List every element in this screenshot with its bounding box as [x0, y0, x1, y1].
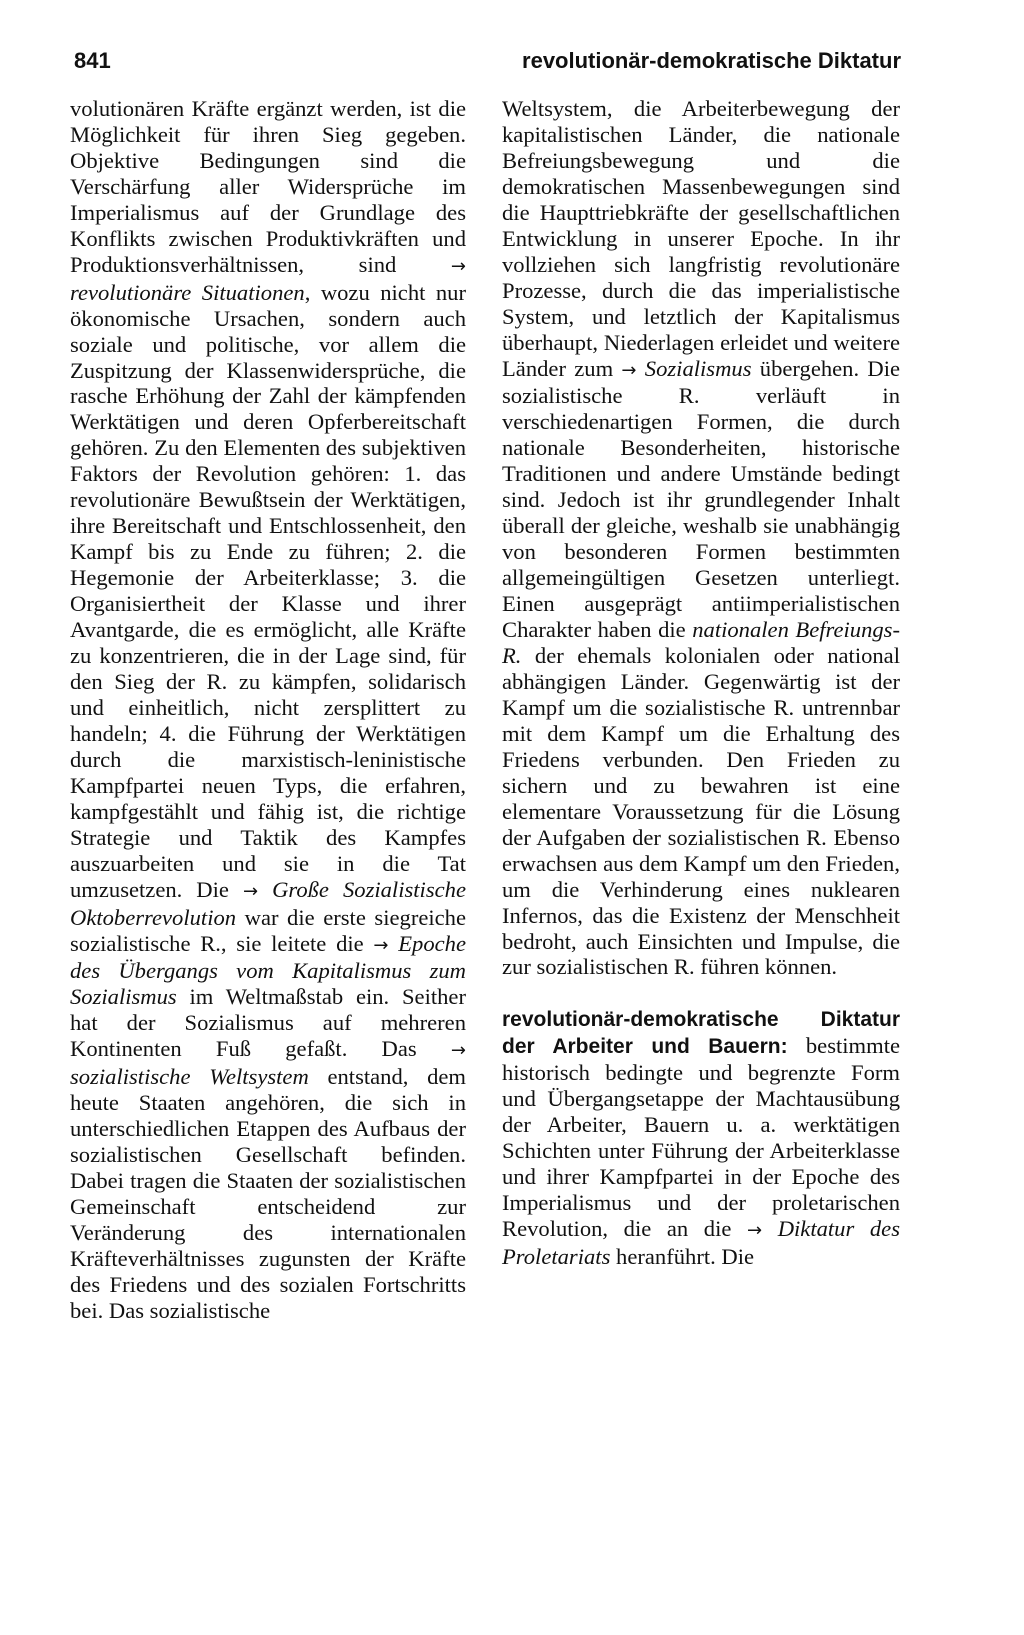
- text-run: der ehemals kolonialen oder national abhängigen Länder. Gegenwärtig ist der Kampf um die sozialistische R. untrennbar mit dem Kampf um die Erhaltung des Friedens verbunden. Den Frieden zu sichern und zu bewahren ist eine elementare Voraussetzung für die Lösung der Aufgaben der sozialistischen R. Ebenso erwachsen aus dem Kampf um den Frieden, um die Verhinderung eines nuklearen Infernos, das die Existenz der Menschheit bedroht, auch Einsichten und Impulse, die zur sozialistischen R. führen können.: [502, 643, 900, 980]
- arrow-icon: →: [242, 880, 259, 902]
- text-run: im Weltmaßstab ein. Seither hat der Sozialismus auf mehreren Kontinenten Fuß gefaßt. Das: [70, 984, 466, 1062]
- text-run: entstand, dem heute Staaten angehören, die sich in unterschiedlichen Etappen des Aufbaus der sozialistischen Gesellschaft befinden. Dabei tragen die Staaten der sozialistischen Gemeinschaft entscheidend zur Veränderung des internationalen Kräfteverhältnisses zugunsten der Kräfte des Friedens und des sozialen Fortschritts bei. Das sozialistische: [70, 1064, 466, 1323]
- cross-reference: Epoche des Übergangs vom Kapitalismus zum Sozialismus: [70, 930, 466, 1010]
- text-run: übergehen. Die sozialistische R. verläuft in verschiedenartigen Formen, die durch nationale Besonderheiten, historische Traditionen und andere Umstände bedingt sind. Jedoch ist ihr grundlegender Inhalt überall der gleiche, weshalb sie unabhängig von besonderen Formen bestimmten allgemeingültigen Gesetzen unterliegt. Einen ausgeprägt antiimperialistischen Charakter haben die: [502, 355, 901, 643]
- cross-reference: Diktatur des Proletariats: [502, 1216, 900, 1269]
- text-run: war die erste siegreiche sozialistische R., sie leitete die: [70, 904, 466, 956]
- cross-reference: sozialistische Weltsystem: [70, 1064, 309, 1090]
- cross-reference: Sozialismus: [644, 355, 752, 381]
- emphasized-term: nationalen Befreiungs-R.: [502, 617, 900, 669]
- arrow-icon: →: [450, 1040, 466, 1062]
- left-column: [70, 96, 466, 1324]
- dictionary-entry: [502, 1006, 900, 1270]
- text-run: heranführt. Die: [610, 1243, 755, 1269]
- text-run: Weltsystem, die Arbeiterbewegung der kapitalistischen Länder, die nationale Befreiungsbewegung und die demokratischen Massenbewegungen sind die Haupttriebkräfte der gesellschaftlichen Entwicklung in unserer Epoche. In ihr vollziehen sich langfristig revolutionäre Prozesse, durch die das imperialistische System, und letztlich der Kapitalismus überhaupt, Niederlagen erleidet und weitere Länder zum: [502, 96, 900, 381]
- page-number: 841: [74, 48, 111, 73]
- cross-reference: Große Sozialistische Oktoberrevolution: [70, 876, 466, 930]
- arrow-icon: →: [747, 1220, 763, 1242]
- text-run: bestimmte historisch bedingte und begrenzte Form und Übergangsetappe der Machtausübung der Arbeiter, Bauern u. a. werktätigen Schichten unter Führung der Arbeiterklasse und ihrer Kampfpartei in der Epoche des Imperialismus und der proletarischen Revolution, die an die: [502, 1033, 900, 1242]
- text-run: volutionären Kräfte ergänzt werden, ist die Möglichkeit für ihren Sieg gegeben. Objektive Bedingungen sind die Verschärfung aller Widersprüche im Imperialismus auf der Grundlage des Konflikts zwischen Produktivkräften und Produktionsverhältnissen, sind: [70, 96, 466, 277]
- cross-reference: revolutionäre Situationen: [70, 279, 305, 305]
- text-run: , wozu nicht nur ökonomische Ursachen, sondern auch soziale und politische, vor allem die Zuspitzung der Klassenwidersprüche, die rasche Erhöhung der Zahl der kämpfenden Werktätigen und deren Opferbereitschaft gehören. Zu den Elementen des subjektiven Faktors der Revolution gehören: 1. das revolutionäre Bewußtsein der Werktätigen, ihre Bereitschaft und Entschlossenheit, den Kampf bis zu Ende zu führen; 2. die Hegemonie der Arbeiterklasse; 3. die Organisiertheit der Klasse und ihrer Avantgarde, die es ermöglicht, alle Kräfte zu konzentrieren, die in der Lage sind, für den Sieg der R. zu kämpfen, solidarisch und einheitlich, nicht zersplittert zu handeln; 4. die Führung der Werktätigen durch die marxistisch-leninistische Kampfpartei neuen Typs, die erfahren, kampfgestählt und fähig ist, die richtige Strategie und Taktik des Kampfes auszuarbeiten und sie in die Tat umzusetzen. Die: [70, 279, 466, 902]
- arrow-icon: →: [373, 934, 389, 956]
- page-header: [74, 48, 901, 82]
- body-paragraph: [70, 96, 466, 1324]
- arrow-icon: →: [450, 255, 466, 277]
- body-paragraph: [502, 96, 900, 980]
- running-head: revolutionär-demokratische Diktatur: [522, 48, 901, 73]
- right-column: [502, 96, 900, 1270]
- arrow-icon: →: [621, 359, 637, 381]
- entry-headword: revolutionär-demokratische Diktatur der Arbeiter und Bauern:: [502, 1008, 900, 1059]
